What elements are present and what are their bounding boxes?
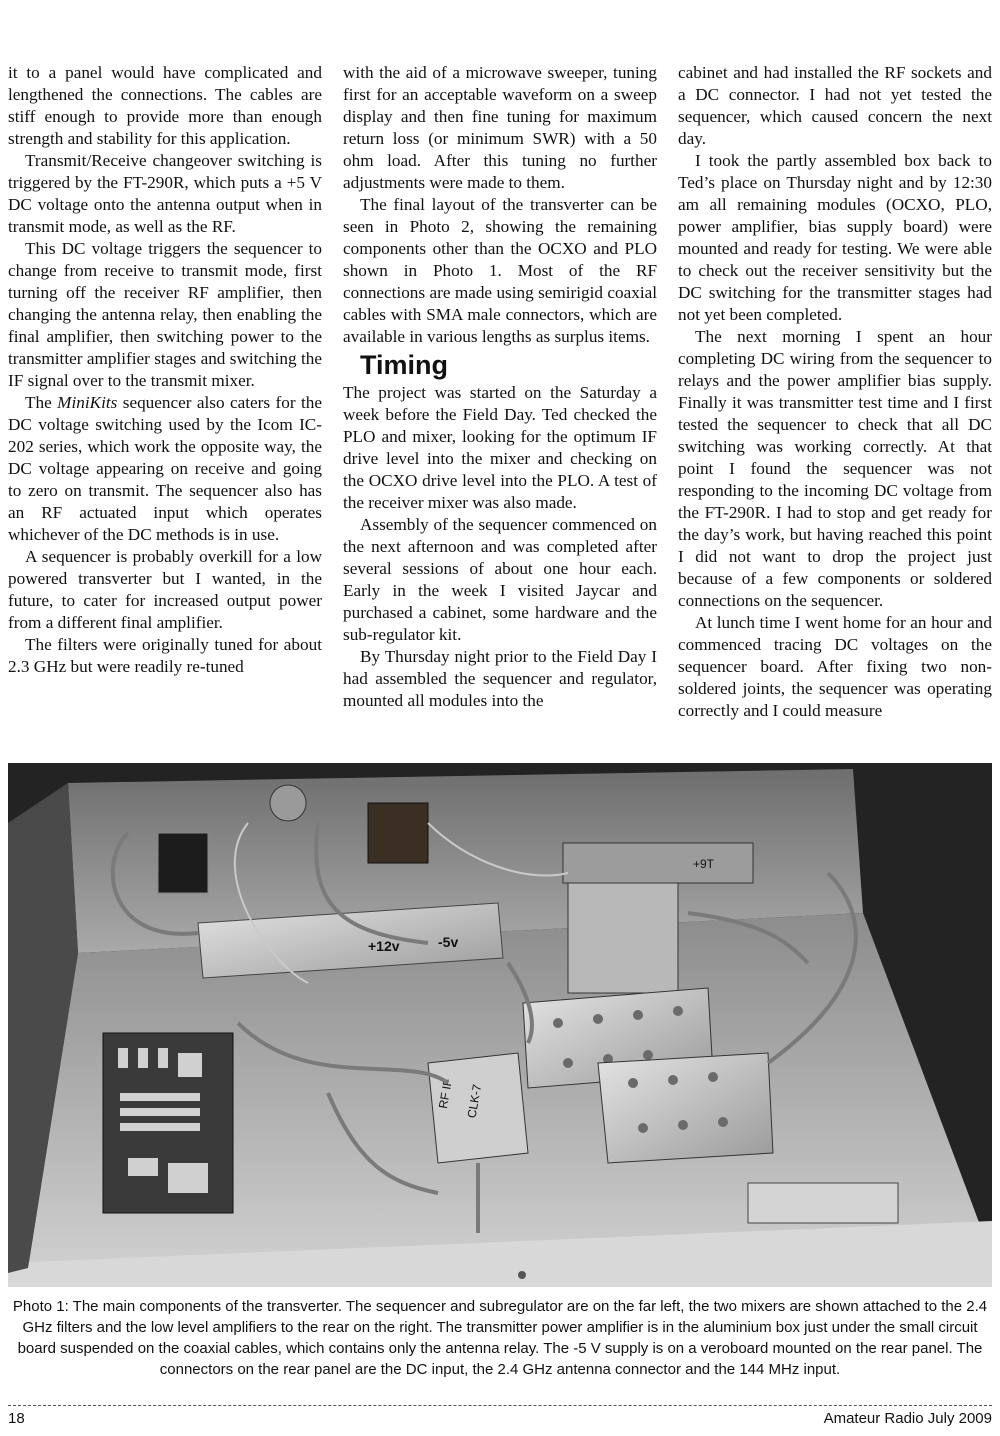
text-run: The xyxy=(25,393,58,412)
transverter-photo-illustration xyxy=(8,763,992,1287)
paragraph: Transmit/Receive changeover switching is triggered by the FT-290R, which puts a +5 V DC voltage onto the antenna output when in transmit mode, as well as the RF. xyxy=(8,151,322,236)
page-number: 18 xyxy=(8,1410,25,1427)
paragraph: it to a panel would have complicated and lengthened the connections. The cables are stiff enough to provide more than enough strength and stability for this application. xyxy=(8,63,322,148)
paragraph: cabinet and had installed the RF sockets and a DC connector. I had not yet tested the sequencer, which caused concern the next day. xyxy=(678,63,992,148)
paragraph: I took the partly assembled box back to Ted’s place on Thursday night and by 12:30 am all remaining modules (OCXO, PLO, power amplifier, bias supply board) were mounted and ready for testing. We were able to check out the receiver sensitivity but the DC switching for the transmitter stages had not yet been completed. xyxy=(678,151,992,324)
paragraph: The final layout of the transverter can be seen in Photo 2, showing the remaining components other than the OCXO and PLO shown in Photo 1. Most of the RF connections are made using semirigid coaxial cables with SMA male connectors, which are available in various lengths as surplus items. xyxy=(343,195,657,346)
paragraph: Assembly of the sequencer commenced on the next afternoon and was completed after several sessions of about one hour each. Early in the week I visited Jaycar and purchased a cabinet, some hardware and the sub-regulator kit. xyxy=(343,515,657,644)
paragraph: The next morning I spent an hour completing DC wiring from the sequencer to relays and the power amplifier bias supply. Finally it was transmitter test time and I first tested the sequencer to check that all DC switching was working correctly. At that point I found the sequencer was not responding to the incoming DC voltage from the FT-290R. I had to stop and get ready for the day’s work, but having reached this point I did not want to drop the project just because of a few components or soldered connections on the sequencer. xyxy=(678,327,992,610)
paragraph: At lunch time I went home for an hour and commenced tracing DC voltages on the sequencer board. After fixing two non-soldered joints, the sequencer was operating correctly and I could measure xyxy=(678,613,992,720)
label-clk: CLK-7 xyxy=(464,1083,485,1120)
footer-divider xyxy=(8,1405,992,1406)
transverter-photo xyxy=(8,763,992,1287)
dc-connector xyxy=(158,833,208,893)
power-amplifier-box xyxy=(748,1183,898,1223)
publication-footer: Amateur Radio July 2009 xyxy=(823,1410,992,1427)
text-column-3 xyxy=(678,62,992,722)
italic-product-name: MiniKits xyxy=(57,393,118,412)
label-12v: +12v xyxy=(368,938,400,954)
paragraph: This DC voltage triggers the sequencer to change from receive to transmit mode, first turning off the receiver RF amplifier, then changing the antenna relay, then enabling the final amplifier, then switching power to the transmitter amplifier stages and switching the IF signal over to the transmit mixer. xyxy=(8,239,322,390)
text-run: sequencer also caters for the DC voltage switching used by the Icom IC-202 series, which work the opposite way, the DC voltage appearing on receive and going to zero on transmit. The sequencer also has an RF actuated input which operates whichever of the DC methods is in use. xyxy=(8,393,322,544)
paragraph: The project was started on the Saturday a week before the Field Day. Ted checked the PLO and mixer, looking for the optimum IF drive level into the mixer and checking on the OCXO drive level into the PLO. A test of the receiver mixer was also made. xyxy=(343,383,657,512)
paragraph: By Thursday night prior to the Field Day I had assembled the sequencer and regulator, mounted all modules into the xyxy=(343,647,657,710)
text-column-1 xyxy=(8,62,322,678)
veroboard xyxy=(368,803,428,863)
relay-board xyxy=(563,843,753,883)
photo-caption: Photo 1: The main components of the transverter. The sequencer and subregulator are on the far left, the two mixers are shown attached to the 2.4 GHz filters and the low level amplifiers to the rear on the right. The transmitter power amplifier is in the aluminium box just under the small circuit board suspended on the coaxial cables, which contains only the antenna relay. The -5 V supply is on a veroboard mounted on the rear panel. The connectors on the rear panel are the DC input, the 2.4 GHz antenna connector and the 144 MHz input. xyxy=(12,1298,988,1378)
paragraph: The filters were originally tuned for about 2.3 GHz but were readily re-tuned xyxy=(8,635,322,676)
label-if: RF IF xyxy=(435,1077,455,1110)
antenna-connector xyxy=(270,785,306,821)
front-screw xyxy=(518,1271,526,1279)
filter-2 xyxy=(598,1053,773,1163)
section-heading: Timing xyxy=(360,350,449,380)
paragraph xyxy=(8,392,322,546)
paragraph: A sequencer is probably overkill for a low powered transverter but I wanted, in the future, to cater for increased output power from a different final amplifier. xyxy=(8,547,322,632)
label-9t: +9T xyxy=(693,857,715,871)
label-5v: -5v xyxy=(438,934,459,950)
paragraph: with the aid of a microwave sweeper, tuning first for an acceptable waveform on a sweep display and then fine tuning for maximum return loss (or minimum SWR) with a 50 ohm load. After this tuning no further adjustments were made to them. xyxy=(343,63,657,192)
text-column-2 xyxy=(343,62,657,712)
